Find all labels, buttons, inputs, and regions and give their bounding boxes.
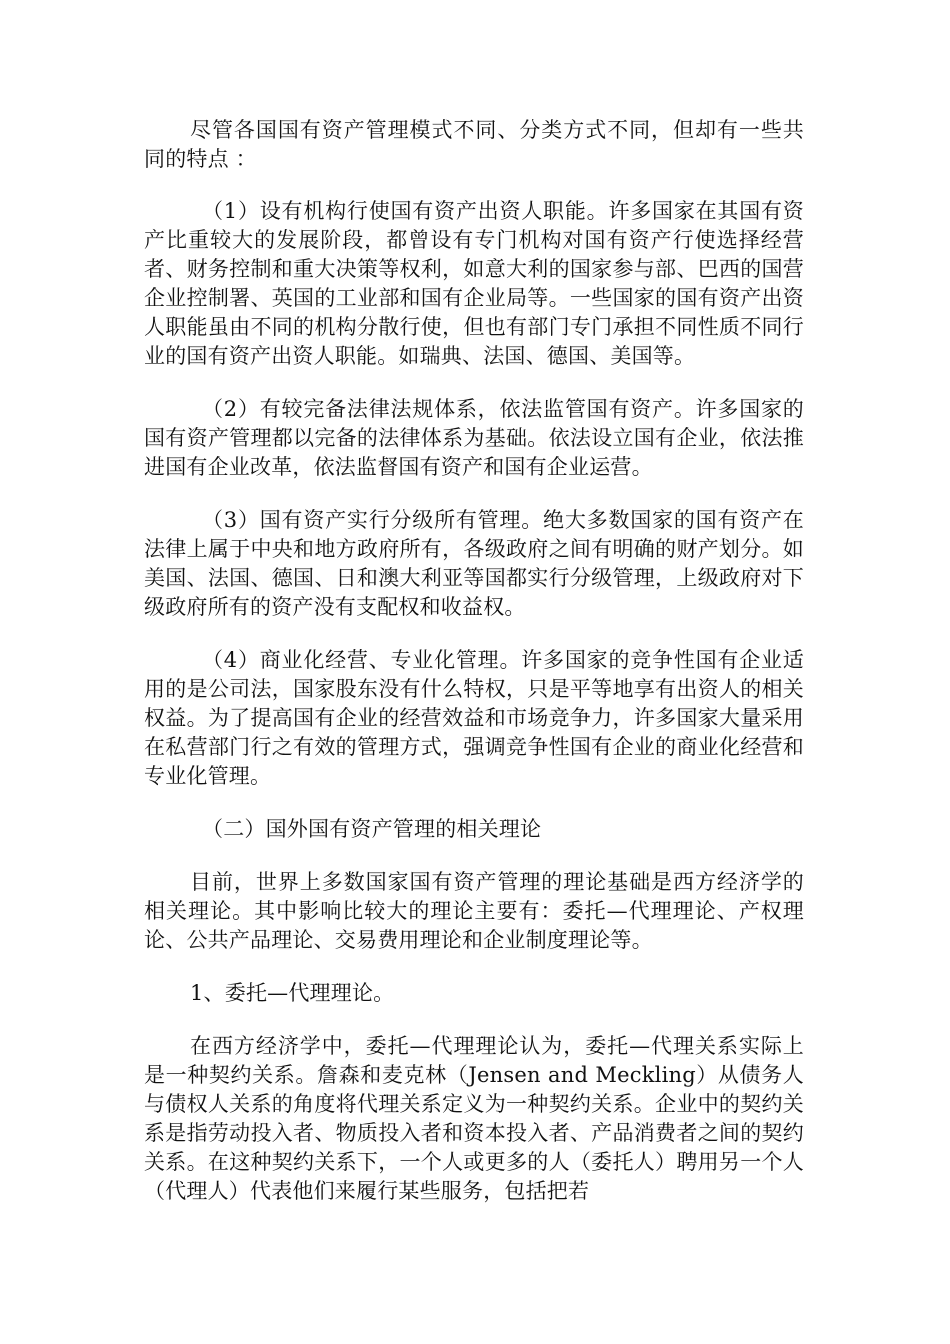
feature-4-paragraph: （4）商业化经营、专业化管理。许多国家的竞争性国有企业适用的是公司法，国家股东没有什么特权，只是平等地享有出资人的相关权益。为了提高国有企业的经营效益和市场竞争力，许多国家大量采用在私营部门行之有效的管理方式，强调竞争性国有企业的商业化经营和专业化管理。 <box>144 648 804 788</box>
subsection-heading: 1、委托—代理理论。 <box>190 981 395 1005</box>
feature-3-paragraph: （3）国有资产实行分级所有管理。绝大多数国家的国有资产在法律上属于中央和地方政府所有，各级政府之间有明确的财产划分。如美国、法国、德国、日和澳大利亚等国都实行分级管理，上级政府对下级政府所有的资产没有支配权和收益权。 <box>144 508 804 619</box>
intro-paragraph: 尽管各国国有资产管理模式不同、分类方式不同，但却有一些共同的特点 ： <box>144 118 804 171</box>
agency-theory-paragraph: 在西方经济学中，委托—代理理论认为，委托—代理关系实际上是一种契约关系。詹森和麦克林（Jensen and Meckling）从债务人与债权人关系的角度将代理关系定义为一种契约关系。企业中的契约关系是指劳动投入者、物质投入者和资本投入者、产品消费者之间的契约关系。在这种契约关系下，一个人或更多的人（委托人）聘用另一个人（代理人）代表他们来履行某些服务，包括把若 <box>144 1034 804 1203</box>
feature-1-paragraph: （1）设有机构行使国有资产出资人职能。许多国家在其国有资产比重较大的发展阶段，都曾设有专门机构对国有资产行使选择经营者、财务控制和重大决策等权利，如意大利的国家参与部、巴西的国营企业控制署、英国的工业部和国有企业局等。一些国家的国有资产出资人职能虽由不同的机构分散行使，但也有部门专门承担不同性质不同行业的国有资产出资人职能。如瑞典、法国、德国、美国等。 <box>144 199 804 368</box>
section-heading: （二）国外国有资产管理的相关理论 <box>202 817 542 841</box>
document-page <box>144 116 804 1206</box>
theory-intro-paragraph: 目前，世界上多数国家国有资产管理的理论基础是西方经济学的相关理论。其中影响比较大的理论主要有：委托—代理理论、产权理论、公共产品理论、交易费用理论和企业制度理论等。 <box>144 870 804 952</box>
feature-2-paragraph: （2）有较完备法律法规体系，依法监管国有资产。许多国家的国有资产管理都以完备的法律体系为基础。依法设立国有企业，依法推进国有企业改革，依法监督国有资产和国有企业运营。 <box>144 397 804 479</box>
